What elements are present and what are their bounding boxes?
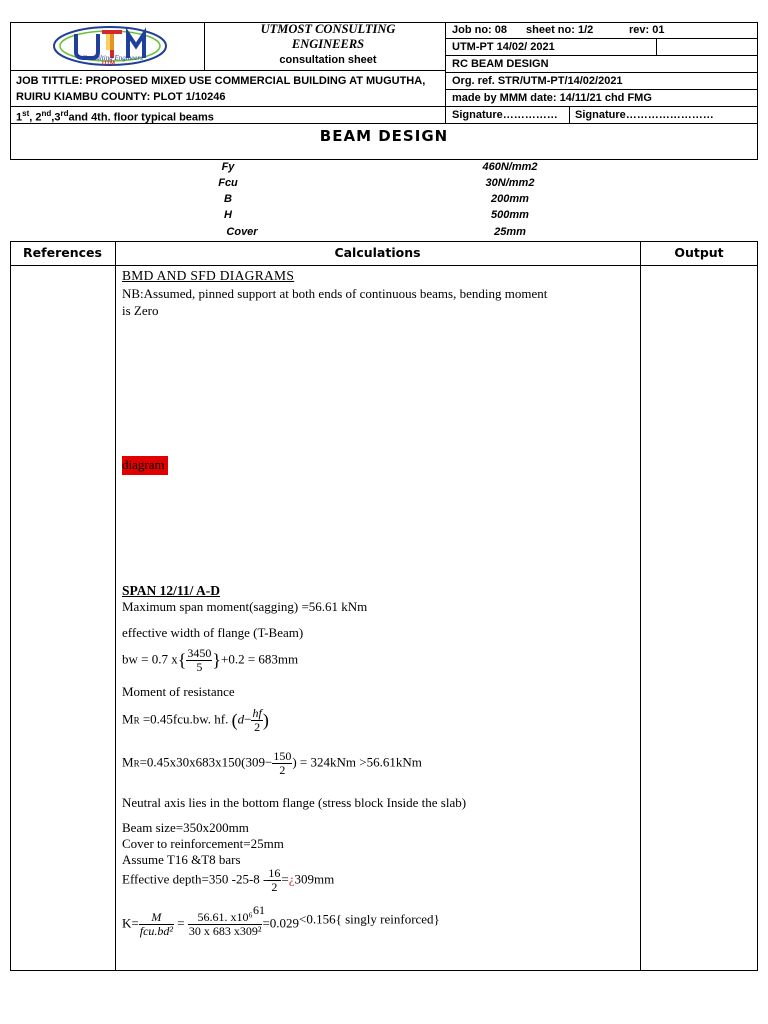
header-divider: [10, 70, 446, 71]
header-divider: [445, 55, 758, 56]
mr2-text: =0.45x30x683x150(309: [139, 754, 265, 770]
output-header: Output: [674, 245, 724, 260]
mr2-fraction: [272, 750, 292, 777]
logo-tagline: Consulting Engineers: [82, 54, 143, 62]
param-value: 500mm: [491, 209, 529, 221]
mr2-suffix: ) = 324kNm >56.61kNm: [292, 754, 422, 770]
paren-close: ): [262, 710, 269, 730]
sheet-type: consultation sheet: [279, 54, 377, 66]
k-denominator-2: 30 x 683 x309²: [188, 924, 262, 938]
company-logo: [40, 24, 180, 68]
k-denominator-1: fcu.bd²: [139, 924, 173, 938]
header-divider: [445, 106, 758, 107]
bw-numerator: 3450: [187, 646, 212, 660]
mr-label: M: [122, 754, 134, 770]
minus-sign: −: [265, 754, 273, 770]
param-value: 30N/mm2: [485, 177, 535, 189]
eff-depth-fraction: [267, 867, 281, 894]
eff-depth-denominator: 2: [271, 880, 278, 894]
mr1-numerator: hf: [252, 706, 262, 720]
k-numerator-2: 56.61. x10⁶: [188, 911, 263, 925]
eff-depth-suffix: 309mm: [294, 871, 335, 887]
span-heading: SPAN 12/11/ A-D: [122, 583, 221, 598]
floors-text: , 2: [29, 111, 42, 124]
header-divider: [656, 38, 657, 56]
header-divider: [445, 89, 758, 90]
floors-text: and 4th. floor typical beams: [68, 111, 214, 124]
paren-open: (: [231, 710, 238, 730]
signature-2: Signature……………………: [575, 109, 714, 121]
floors-text: ,3: [51, 111, 61, 124]
eff-depth-numerator: 16: [268, 866, 281, 880]
k-top-value: 61: [253, 903, 265, 917]
param-name: B: [224, 193, 232, 205]
param-name: H: [224, 209, 232, 221]
mr-label: M: [122, 711, 134, 727]
design-type: RC BEAM DESIGN: [452, 58, 549, 70]
k-formula: [122, 911, 440, 938]
diagram-placeholder: diagram: [122, 456, 168, 475]
mr1-denominator: 2: [254, 720, 261, 734]
k-numerator-1: M: [139, 911, 174, 925]
floors-text: 1: [16, 111, 23, 124]
mr1-text: =0.45fcu.bw. hf.: [139, 711, 232, 727]
mr-formula-1: [122, 707, 269, 734]
signature-1: Signature……………: [452, 109, 558, 121]
org-ref: Org. ref. STR/UTM-PT/14/02/2021: [452, 75, 623, 87]
moment-of-resistance-label: Moment of resistance: [122, 684, 235, 699]
floors-sup: rd: [60, 109, 69, 118]
effective-depth-formula: [122, 867, 334, 894]
eff-depth-glyph: ¿: [288, 871, 295, 887]
project-ref: UTM-PT 14/02/ 2021: [452, 41, 555, 53]
header-divider: [10, 106, 446, 107]
minus-sign: −: [244, 711, 252, 727]
assume-bars: Assume T16 &T8 bars: [122, 852, 241, 867]
param-value: 200mm: [491, 193, 529, 205]
nb-line-1: NB:Assumed, pinned support at both ends of continuous beams, bending moment: [122, 286, 548, 301]
sheet-number: sheet no: 1/2: [526, 24, 594, 36]
mr2-denominator: 2: [279, 763, 286, 777]
brace-close: }: [212, 650, 222, 670]
floors-line: [16, 109, 214, 124]
logo-text: UTM: [102, 61, 115, 67]
k-suffix: =0.029: [262, 915, 300, 931]
references-header: References: [23, 245, 102, 260]
bw-prefix: bw = 0.7 x: [122, 651, 178, 667]
k-fraction-2: [188, 911, 263, 938]
k-fraction-1: [139, 911, 174, 938]
header-divider: [445, 38, 758, 39]
header-divider: [445, 72, 758, 73]
neutral-axis-note: Neutral axis lies in the bottom flange (stress block Inside the slab): [122, 795, 467, 810]
floors-sup: nd: [41, 109, 52, 118]
company-name: UTMOST CONSULTING ENGINEERS: [260, 22, 396, 51]
param-value: 460N/mm2: [482, 161, 538, 173]
mr1-fraction: [251, 707, 262, 734]
parameters-table: [10, 160, 758, 242]
nb-line-2: is Zero: [122, 303, 159, 318]
mr-formula-2: [122, 750, 422, 777]
bw-suffix: +0.2 = 683mm: [221, 651, 299, 667]
revision: rev: 01: [629, 24, 665, 36]
k-result: <0.156{ singly reinforced}: [299, 911, 440, 927]
mr1-d: d: [237, 711, 245, 727]
made-by: made by MMM date: 14/11/21 chd FMG: [452, 92, 652, 104]
bw-denominator: 5: [196, 660, 203, 674]
brace-open: {: [177, 650, 187, 670]
eff-depth-prefix: Effective depth=350 -25-8 -: [122, 871, 268, 887]
param-name: Fy: [221, 161, 235, 173]
calculations-header: Calculations: [334, 245, 421, 260]
cover-to-reinforcement: Cover to reinforcement=25mm: [122, 836, 284, 851]
page-title: BEAM DESIGN: [319, 127, 449, 145]
mr-subscript: R: [133, 715, 140, 726]
job-number: Job no: 08: [452, 24, 508, 36]
max-span-moment: Maximum span moment(sagging) =56.61 kNm: [122, 599, 368, 614]
bw-fraction: [186, 647, 212, 674]
equals-sign: =: [174, 915, 188, 931]
bw-formula: [122, 647, 298, 674]
bmd-heading: BMD AND SFD DIAGRAMS: [122, 268, 295, 283]
equals-sign: =: [281, 871, 289, 887]
header-divider: [569, 106, 570, 124]
beam-size: Beam size=350x200mm: [122, 820, 249, 835]
effective-width-label: effective width of flange (T-Beam): [122, 625, 304, 640]
param-name: Cover: [226, 226, 258, 238]
mr-subscript: R: [133, 758, 140, 769]
param-name: Fcu: [218, 177, 238, 189]
mr2-numerator: 150: [273, 749, 292, 763]
param-value: 25mm: [494, 226, 526, 238]
header-divider: [204, 22, 205, 70]
job-title: JOB TITTLE: PROPOSED MIXED USE COMMERCIAL BUILDING AT MUGUTHA, RUIRU KIAMBU COUNTY: PLOT 1/10246: [16, 75, 426, 103]
floors-sup: st: [22, 109, 30, 118]
k-label: K=: [122, 915, 139, 931]
